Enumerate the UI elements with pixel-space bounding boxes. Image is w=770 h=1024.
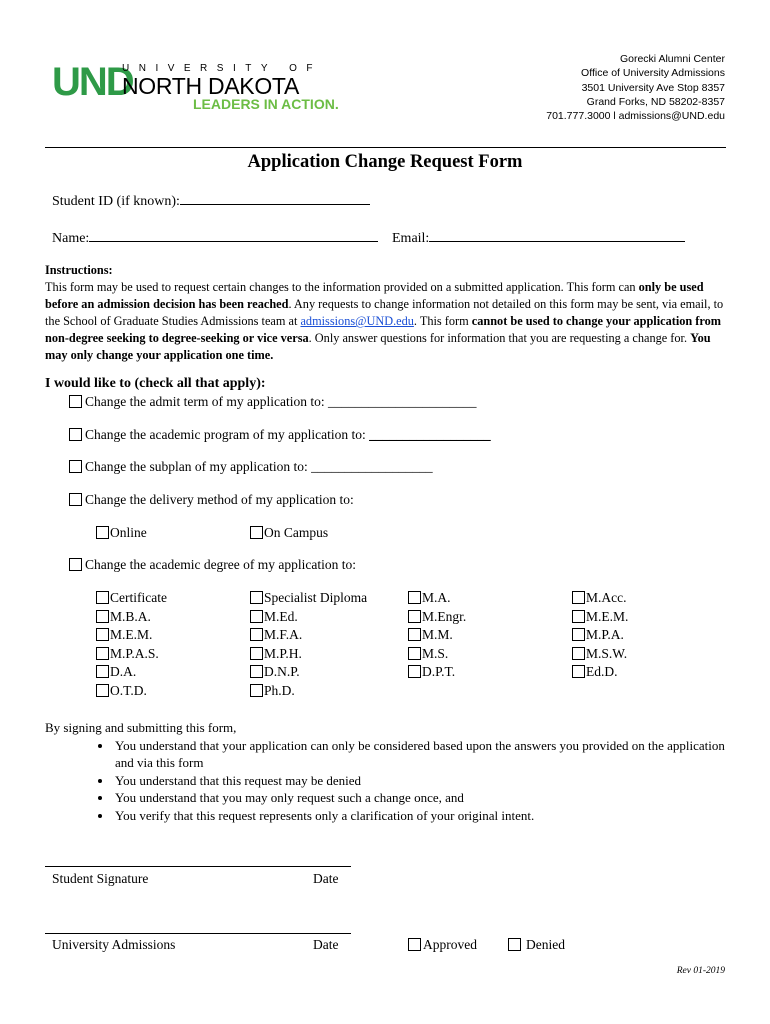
option-admit-term <box>69 393 476 412</box>
degree-checkbox[interactable] <box>572 647 585 660</box>
degree-item <box>96 626 167 645</box>
degree-label: M.E.M. <box>110 627 153 643</box>
approved-option <box>408 936 477 955</box>
delivery-method-label: Change the delivery method of my application to: <box>85 492 354 507</box>
agreement-item: • You understand that your application can only be considered based upon the answers you provided on the application and via this form <box>113 737 725 772</box>
degree-label: M.Ed. <box>264 608 298 624</box>
options-heading: I would like to (check all that apply): <box>45 376 266 391</box>
option-delivery-method <box>69 491 354 510</box>
degree-checkbox[interactable] <box>250 684 263 697</box>
degree-label: M.P.A. <box>586 627 624 643</box>
address-line: 3501 University Ave Stop 8357 <box>581 81 725 94</box>
instructions-text-1: This form may be used to request certain changes to the information provided on a submitted application. This form can <box>45 280 639 294</box>
admissions-date-label: Date <box>313 937 339 952</box>
agreement-item: • You understand that you may only request such a change once, and <box>113 789 725 807</box>
subplan-checkbox[interactable] <box>69 460 82 473</box>
degree-label: Ph.D. <box>264 682 295 698</box>
on-campus-checkbox[interactable] <box>250 526 263 539</box>
header-divider <box>45 147 726 148</box>
academic-program-label: Change the academic program of my application to: <box>85 427 370 442</box>
degree-label: M.A. <box>422 590 451 605</box>
degree-label: D.P.T. <box>422 664 456 680</box>
degree-label: M.B.A. <box>110 608 151 624</box>
degree-checkbox[interactable] <box>408 647 421 660</box>
degree-item <box>572 663 628 682</box>
email-label: Email: <box>392 231 430 246</box>
option-on-campus <box>250 524 328 543</box>
form-title: Application Change Request Form <box>247 152 523 172</box>
instructions <box>45 262 725 364</box>
student-id-label: Student ID (if known): <box>52 194 180 209</box>
degree-checkbox[interactable] <box>572 610 585 623</box>
degree-label: M.P.A.S. <box>110 645 159 661</box>
option-subplan <box>69 458 433 477</box>
degree-item <box>96 645 167 664</box>
und-logo-mark: UND <box>52 60 133 104</box>
name-row <box>52 228 378 247</box>
degree-item <box>572 608 628 627</box>
degree-checkbox[interactable] <box>69 558 82 571</box>
degree-item <box>96 589 167 608</box>
degree-checkbox[interactable] <box>250 628 263 641</box>
degree-item <box>96 608 167 627</box>
degree-label: M.P.H. <box>264 645 302 661</box>
admit-term-label: Change the admit term of my application to: ______________________ <box>85 394 477 409</box>
delivery-method-checkbox[interactable] <box>69 493 82 506</box>
degree-column-2 <box>250 589 367 701</box>
instructions-text-3: . This form <box>413 314 472 328</box>
degree-checkbox[interactable] <box>96 665 109 678</box>
online-label: Online <box>110 525 147 540</box>
agreement-item: • You understand that this request may be denied <box>113 772 725 790</box>
address-line: Gorecki Alumni Center <box>619 53 725 65</box>
degree-item <box>408 663 466 682</box>
instructions-heading: Instructions: <box>45 263 113 277</box>
student-id-field[interactable] <box>180 191 370 205</box>
agreement-item: • You verify that this request represents only a clarification of your original intent. <box>113 807 725 825</box>
subplan-label: Change the subplan of my application to: __________________ <box>85 459 433 474</box>
on-campus-label: On Campus <box>264 525 329 540</box>
degree-checkbox[interactable] <box>96 628 109 641</box>
option-academic-program <box>69 426 491 445</box>
address-line: 701.777.3000 l admissions@UND.edu <box>546 110 725 123</box>
degree-item <box>408 626 466 645</box>
degree-item <box>250 645 367 664</box>
degree-checkbox[interactable] <box>96 684 109 697</box>
instructions-text-4: . Only answer questions for information that you are requesting a change for. <box>308 331 691 345</box>
degree-item <box>408 608 466 627</box>
degree-checkbox[interactable] <box>250 647 263 660</box>
degree-checkbox[interactable] <box>250 591 263 604</box>
degree-checkbox[interactable] <box>408 591 421 604</box>
option-degree <box>69 556 356 575</box>
degree-item <box>572 645 628 664</box>
address-block <box>546 52 725 123</box>
instructions-bold-1: only be used before an admission decision has been reached <box>45 280 704 311</box>
denied-option <box>508 936 565 955</box>
degree-item <box>408 589 466 608</box>
degree-label: M.Acc. <box>586 590 627 605</box>
degree-item <box>408 645 466 664</box>
degree-checkbox[interactable] <box>408 665 421 678</box>
student-date-label: Date <box>313 871 339 886</box>
degree-label: M.E.M. <box>586 608 629 624</box>
degree-label: D.N.P. <box>264 664 300 680</box>
name-label: Name: <box>52 231 90 246</box>
academic-program-checkbox[interactable] <box>69 428 82 441</box>
logo-university-of: UNIVERSITY OF <box>122 63 322 74</box>
degree-label: M.Engr. <box>422 608 467 624</box>
degree-item <box>250 608 367 627</box>
instructions-text <box>45 279 725 364</box>
approved-checkbox[interactable] <box>408 938 421 951</box>
admissions-signature-line[interactable] <box>45 933 351 934</box>
address-line: Office of University Admissions <box>581 67 725 80</box>
degree-checkbox[interactable] <box>96 591 109 604</box>
degree-column-4 <box>572 589 628 682</box>
agreement-intro: By signing and submitting this form, <box>45 720 237 735</box>
degree-checkbox[interactable] <box>250 610 263 623</box>
degree-item <box>96 682 167 701</box>
student-signature-line[interactable] <box>45 866 351 867</box>
degree-label: M.F.A. <box>264 627 303 643</box>
email-field[interactable] <box>429 228 685 242</box>
degree-item <box>250 589 367 608</box>
degree-label: M.S.W. <box>586 645 628 661</box>
degree-checkbox[interactable] <box>572 665 585 678</box>
degree-checkbox[interactable] <box>572 628 585 641</box>
address-line: Grand Forks, ND 58202-8357 <box>586 95 725 108</box>
degree-label: M.S. <box>422 645 449 661</box>
logo-north-dakota: NORTH DAKOTA <box>122 73 300 99</box>
student-id-row <box>52 191 370 210</box>
admit-term-checkbox[interactable] <box>69 395 82 408</box>
instructions-bold-2: cannot be used to change your application from non-degree seeking to degree-seeking or vice versa <box>45 314 722 345</box>
degree-item <box>250 663 367 682</box>
university-admissions-label: University Admissions <box>52 937 176 952</box>
name-field[interactable] <box>89 228 378 242</box>
degree-label: O.T.D. <box>110 682 147 698</box>
agreement-list <box>45 737 725 825</box>
degree-item <box>250 682 367 701</box>
student-signature-label: Student Signature <box>52 871 149 886</box>
degree-checkbox[interactable] <box>96 647 109 660</box>
degree-item <box>572 589 628 608</box>
admissions-email-link[interactable]: admissions@UND.edu <box>300 314 414 328</box>
approved-label: Approved <box>423 937 477 952</box>
instructions-bold-3: You may only change your application one time. <box>45 331 711 362</box>
degree-label: Change the academic degree of my application to: <box>85 557 357 572</box>
degree-checkbox[interactable] <box>408 628 421 641</box>
degree-item <box>96 663 167 682</box>
degree-label: M.M. <box>422 627 453 643</box>
degree-label: Specialist Diploma <box>264 590 368 605</box>
degree-column-1 <box>96 589 167 701</box>
denied-label: Denied <box>526 937 565 952</box>
degree-item <box>250 626 367 645</box>
degree-checkbox[interactable] <box>572 591 585 604</box>
instructions-text-2: . Any requests to change information not detailed on this form may be sent, via email, to the School of Graduate Studies Admissions team at <box>45 297 724 328</box>
degree-item <box>572 626 628 645</box>
denied-checkbox[interactable] <box>508 938 521 951</box>
logo-tagline: LEADERS IN ACTION. <box>193 96 339 112</box>
degree-label: Ed.D. <box>586 664 618 680</box>
academic-program-blank: __________________ <box>369 427 491 442</box>
revision-label: Rev 01-2019 <box>676 966 725 976</box>
degree-label: Certificate <box>110 590 167 605</box>
degree-label: D.A. <box>110 664 137 680</box>
degree-checkbox[interactable] <box>408 610 421 623</box>
degree-checkbox[interactable] <box>250 665 263 678</box>
option-online <box>96 524 147 543</box>
online-checkbox[interactable] <box>96 526 109 539</box>
degree-column-3 <box>408 589 466 682</box>
degree-checkbox[interactable] <box>96 610 109 623</box>
email-row <box>392 228 685 247</box>
agreement-section <box>45 719 725 824</box>
